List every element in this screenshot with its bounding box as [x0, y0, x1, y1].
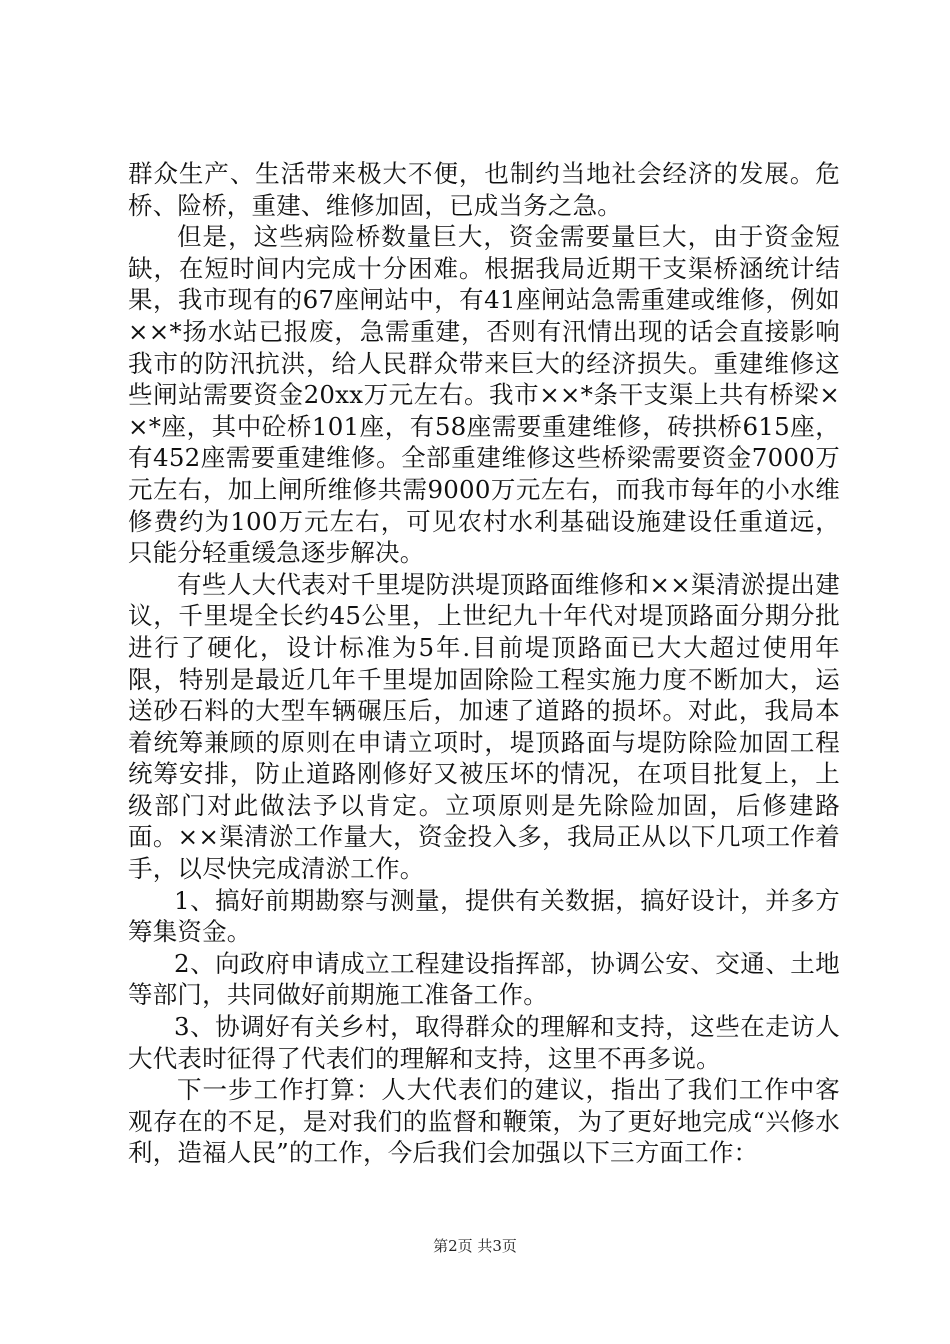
document-body	[128, 158, 840, 1169]
paragraph-funding-shortage: 但是，这些病险桥数量巨大，资金需要量巨大，由于资金短缺，在短时间内完成十分困难。根据我局近期干支渠桥涵统计结果，我市现有的67座闸站中，有41座闸站急需重建或维修，例如××*扬水站已报废，急需重建，否则有汛情出现的话会直接影响我市的防汛抗洪，给人民群众带来巨大的经济损失。重建维修这些闸站需要资金20xx万元左右。我市××*条干支渠上共有桥梁××*座，其中砼桥101座，有58座需要重建维修，砖拱桥615座，有452座需要重建维修。全部重建维修这些桥梁需要资金7000万元左右，加上闸所维修共需9000万元左右，而我市每年的小水维修费约为100万元左右，可见农村水利基础设施建设任重道远，只能分轻重缓急逐步解决。	[128, 222, 840, 568]
page-number-footer: 第2页 共3页	[433, 1237, 517, 1255]
paragraph-continuation: 群众生产、生活带来极大不便，也制约当地社会经济的发展。危桥、险桥，重建、维修加固，已成当务之急。	[128, 159, 840, 220]
paragraph-dike-road-proposal: 有些人大代表对千里堤防洪堤顶路面维修和××渠清淤提出建议，千里堤全长约45公里，上世纪九十年代对堤顶路面分期分批进行了硬化，设计标准为5年.目前堤顶路面已大大超过使用年限，特别是最近几年千里堤加固除险工程实施力度不断加大，运送砂石料的大型车辆碾压后，加速了道路的损坏。对此，我局本着统筹兼顾的原则在申请立项时，堤顶路面与堤防除险加固工程统筹安排，防止道路刚修好又被压坏的情况，在项目批复上，上级部门对此做法予以肯定。立项原则是先除险加固，后修建路面。××渠清淤工作量大，资金投入多，我局正从以下几项工作着手，以尽快完成清淤工作。	[128, 569, 840, 884]
list-item-coordination: 3、协调好有关乡村，取得群众的理解和支持，这些在走访人大代表时征得了代表们的理解和支持，这里不再多说。	[128, 1012, 840, 1073]
list-item-survey: 1、搞好前期勘察与测量，提供有关数据，搞好设计，并多方筹集资金。	[128, 885, 840, 947]
list-item-command-center: 2、向政府申请成立工程建设指挥部，协调公安、交通、土地等部门，共同做好前期施工准备工作。	[128, 948, 840, 1010]
paragraph-next-steps: 下一步工作打算：人大代表们的建议，指出了我们工作中客观存在的不足，是对我们的监督和鞭策，为了更好地完成“兴修水利，造福人民”的工作，今后我们会加强以下三方面工作：	[128, 1075, 840, 1168]
